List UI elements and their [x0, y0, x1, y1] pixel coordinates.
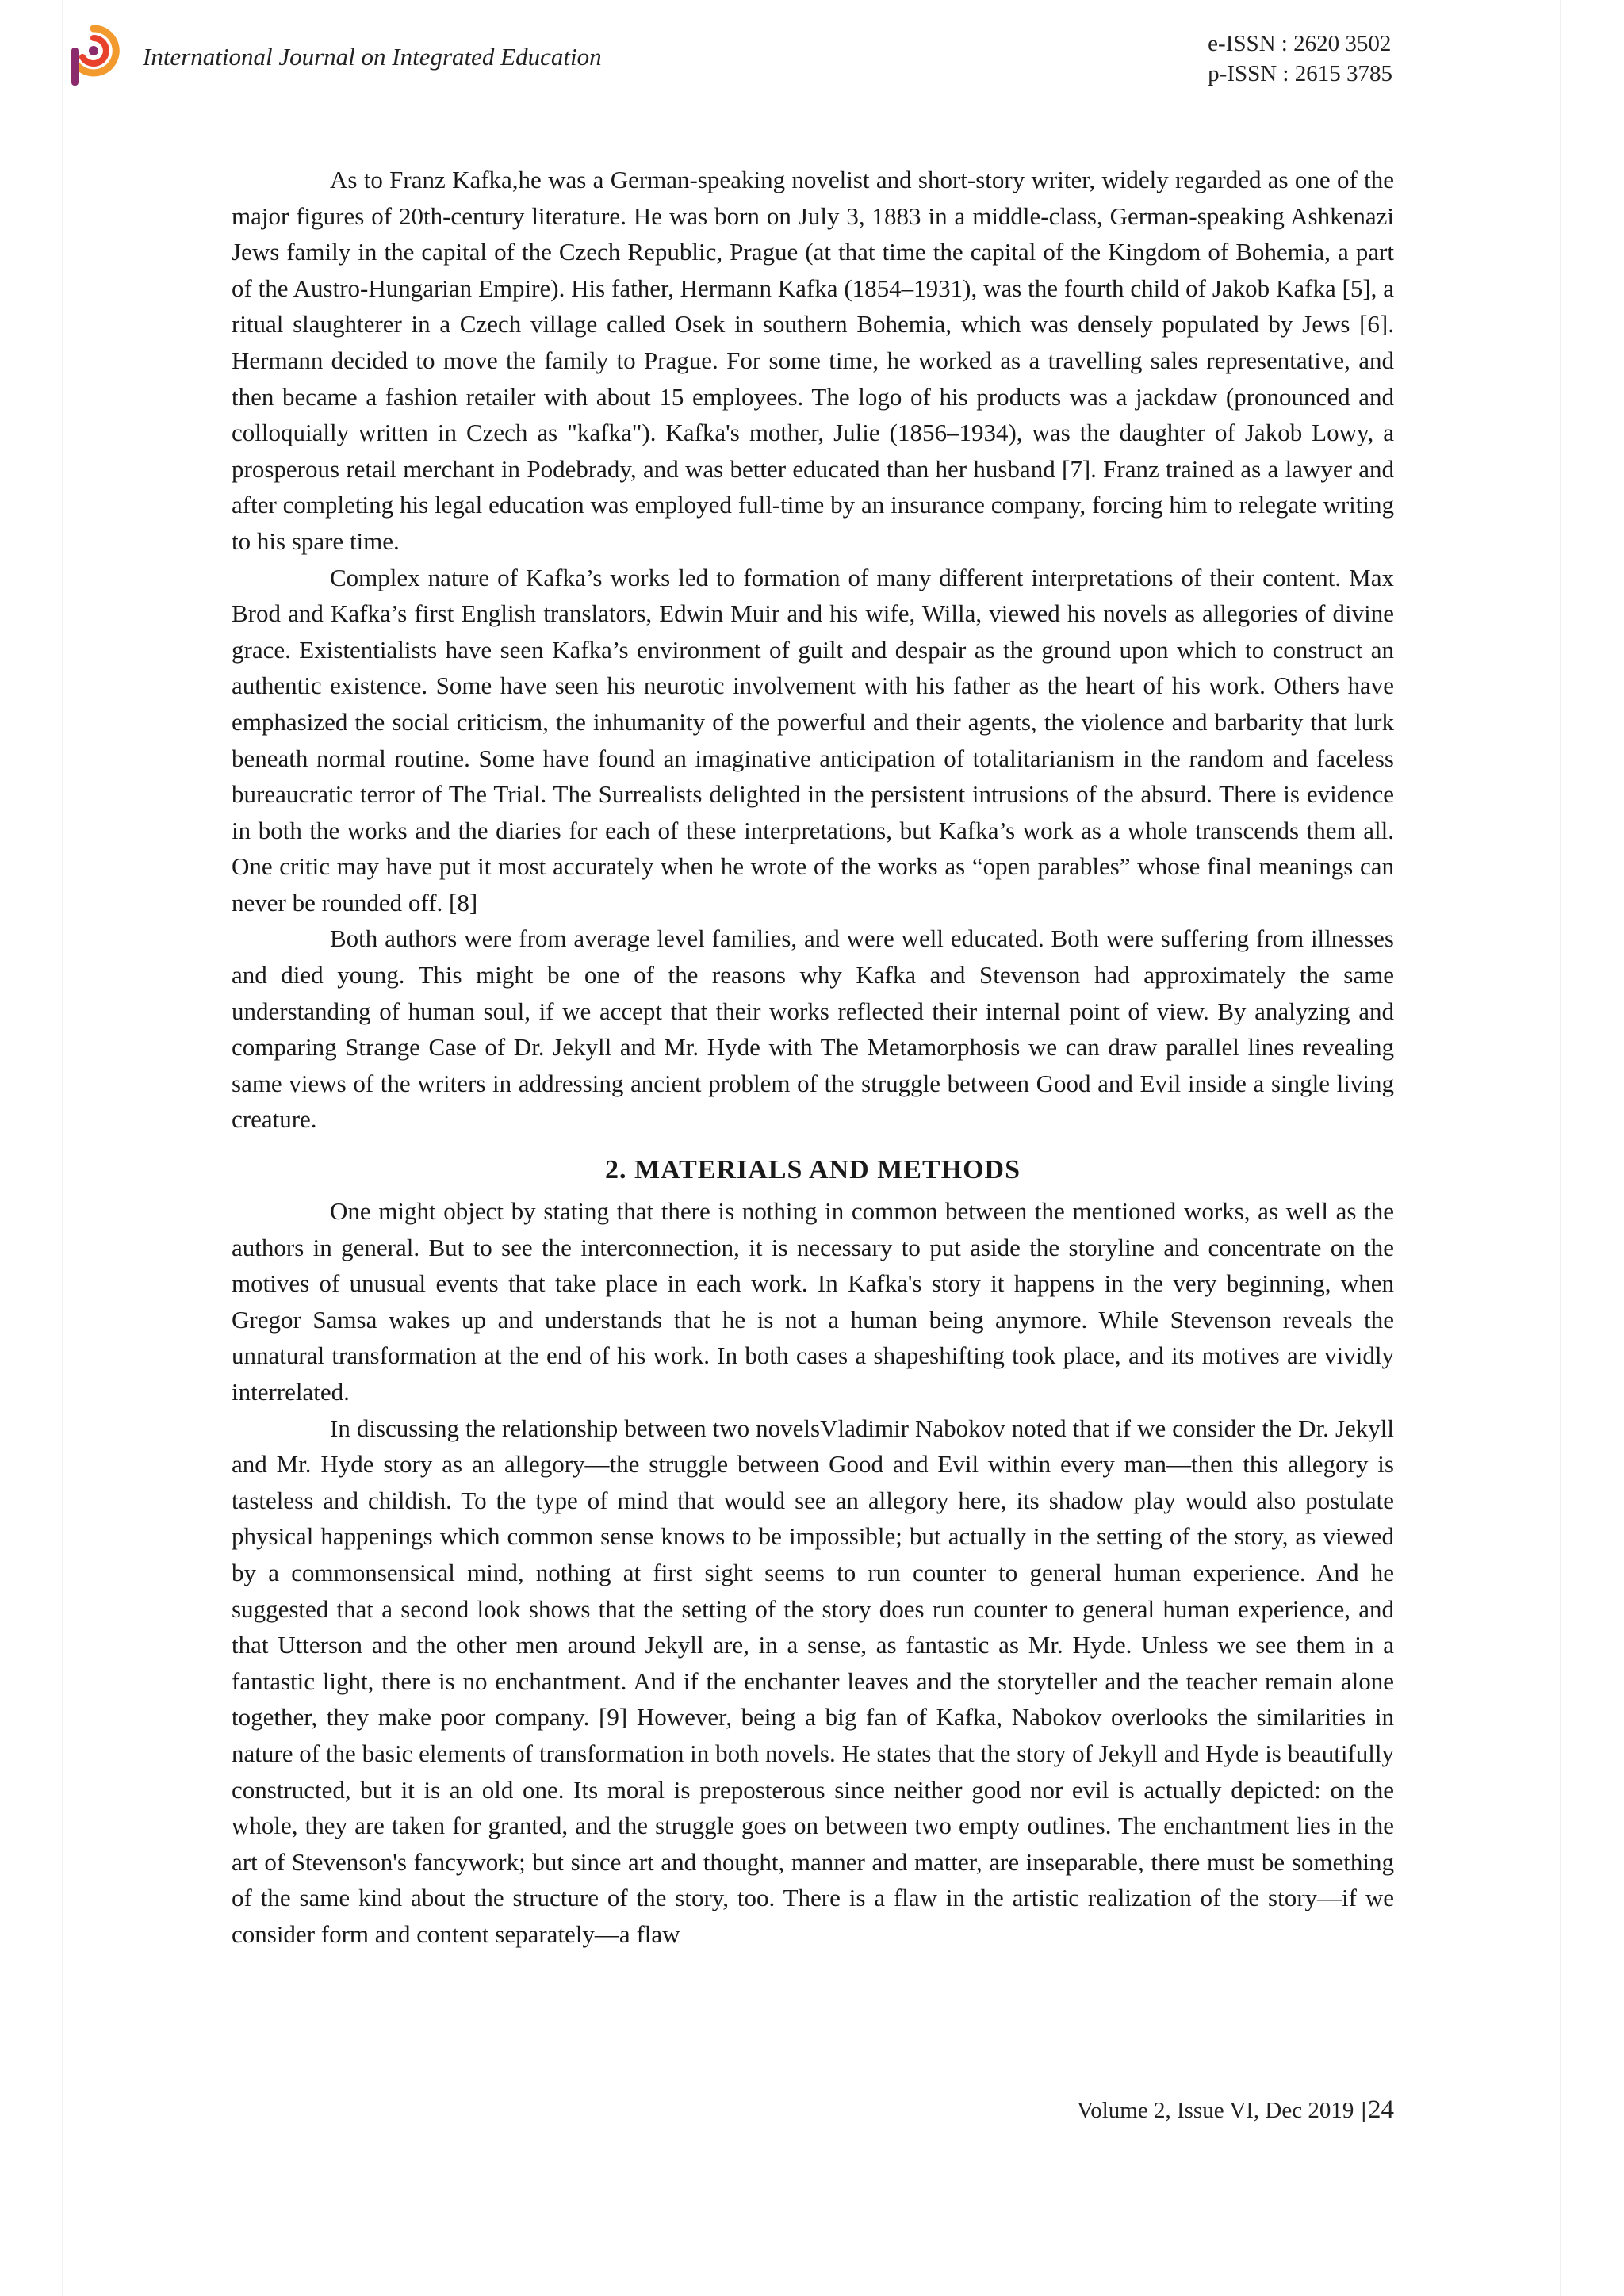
page-number: 24 — [1368, 2095, 1394, 2124]
page-footer — [1077, 2095, 1394, 2125]
footer-separator: | — [1361, 2098, 1366, 2123]
journal-name: International Journal on Integrated Education — [143, 43, 602, 71]
paragraph-kafka-interpretations: Complex nature of Kafka’s works led to formation of many different interpretations of their content. Max Brod and Kafka’s first English translators, Edwin Muir and his wife, Willa, viewed his novels as allegories of divine grace. Existentialists have seen Kafka’s environment of guilt and despair as the ground upon which to construct an authentic existence. Some have seen his neurotic involvement with his father as the heart of his work. Others have emphasized the social criticism, the inhumanity of the powerful and their agents, the violence and barbarity that lurk beneath normal routine. Some have found an imaginative anticipation of totalitarianism in the random and faceless bureaucratic terror of The Trial. The Surrealists delighted in the persistent intrusions of the absurd. There is evidence in both the works and the diaries for each of these interpretations, but Kafka’s work as a whole transcends them all. One critic may have put it most accurately when he wrote of the works as “open parables” whose final meanings can never be rounded off. [8] — [232, 563, 1394, 916]
issn-block — [1208, 29, 1392, 89]
paragraph-nabokov: In discussing the relationship between two novelsVladimir Nabokov noted that if we consider the Dr. Jekyll and Mr. Hyde story as an allegory—the struggle between Good and Evil within every man—then this allegory is tasteless and childish. To the type of mind that would see an allegory here, its shadow play would also postulate physical happenings which common sense knows to be impossible; but actually in the setting of the story, as viewed by a commonsensical mind, nothing at first sight seems to run counter to general human experience. And he suggested that a second look shows that the setting of the story does run counter to general human experience, and that Utterson and the other men around Jekyll are, in a sense, as fantastic as Mr. Hyde. Unless we see them in a fantastic light, there is no enchantment. And if the enchanter leaves and the storyteller and the teacher remain alone together, they make poor company. [9] However, being a big fan of Kafka, Nabokov overlooks the similarities in nature of the basic elements of transformation in both novels. He states that the story of Jekyll and Hyde is beautifully constructed, but it is an old one. Its moral is preposterous since neither good nor evil is actually depicted: on the whole, they are taken for granted, and the struggle goes on between two empty outlines. The enchantment lies in the art of Stevenson's fancywork; but since art and thought, manner and matter, are inseparable, there must be something of the same kind about the structure of the story, too. There is a flaw in the artistic realization of the story—if we consider form and content separately—a flaw — [232, 1414, 1394, 1948]
section-heading: 2. MATERIALS AND METHODS — [605, 1155, 1021, 1185]
eissn: e-ISSN : 2620 3502 — [1208, 31, 1392, 56]
paragraph-interconnection: One might object by stating that there is nothing in common between the mentioned works, as well as the authors in general. But to see the interconnection, it is necessary to put aside the storyline and concentrate on the motives of unusual events that take place in each work. In Kafka's story it happens in the very beginning, when Gregor Samsa wakes up and understands that he is not a human being anymore. While Stevenson reveals the unnatural transformation at the end of his work. In both cases a shapeshifting took place, and its motives are vividly interrelated. — [232, 1197, 1394, 1406]
pissn: p-ISSN : 2615 3785 — [1208, 61, 1392, 86]
volume-info: Volume 2, Issue VI, Dec 2019 — [1077, 2098, 1354, 2123]
paragraph-kafka-biography: As to Franz Kafka,he was a German-speaking novelist and short-story writer, widely regarded as one of the major figures of 20th-century literature. He was born on July 3, 1883 in a middle-class, German-speaking Ashkenazi Jews family in the capital of the Czech Republic, Prague (at that time the capital of the Kingdom of Bohemia, a part of the Austro-Hungarian Empire). His father, Hermann Kafka (1854–1931), was the fourth child of Jakob Kafka [5], a ritual slaughterer in a Czech village called Osek in southern Bohemia, which was densely populated by Jews [6]. Hermann decided to move the family to Prague. For some time, he worked as a travelling sales representative, and then became a fashion retailer with about 15 employees. The logo of his products was a jackdaw (pronounced and colloquially written in Czech as "kafka"). Kafka's mother, Julie (1856–1934), was the daughter of Jakob Lowy, a prosperous retail merchant in Podebrady, and was better educated than her husband [7]. Franz trained as a lawyer and after completing his legal education was employed full-time by an insurance company, forcing him to relegate writing to his spare time. — [232, 166, 1394, 555]
article-body — [232, 162, 1394, 1953]
journal-logo-icon — [65, 24, 122, 90]
paragraph-both-authors: Both authors were from average level families, and were well educated. Both were suffering from illnesses and died young. This might be one of the reasons why Kafka and Stevenson had approximately the same understanding of human soul, if we accept that their works reflected their internal point of view. By analyzing and comparing Strange Case of Dr. Jekyll and Mr. Hyde with The Metamorphosis we can draw parallel lines revealing same views of the writers in addressing ancient problem of the struggle between Good and Evil inside a single living creature. — [232, 924, 1394, 1134]
